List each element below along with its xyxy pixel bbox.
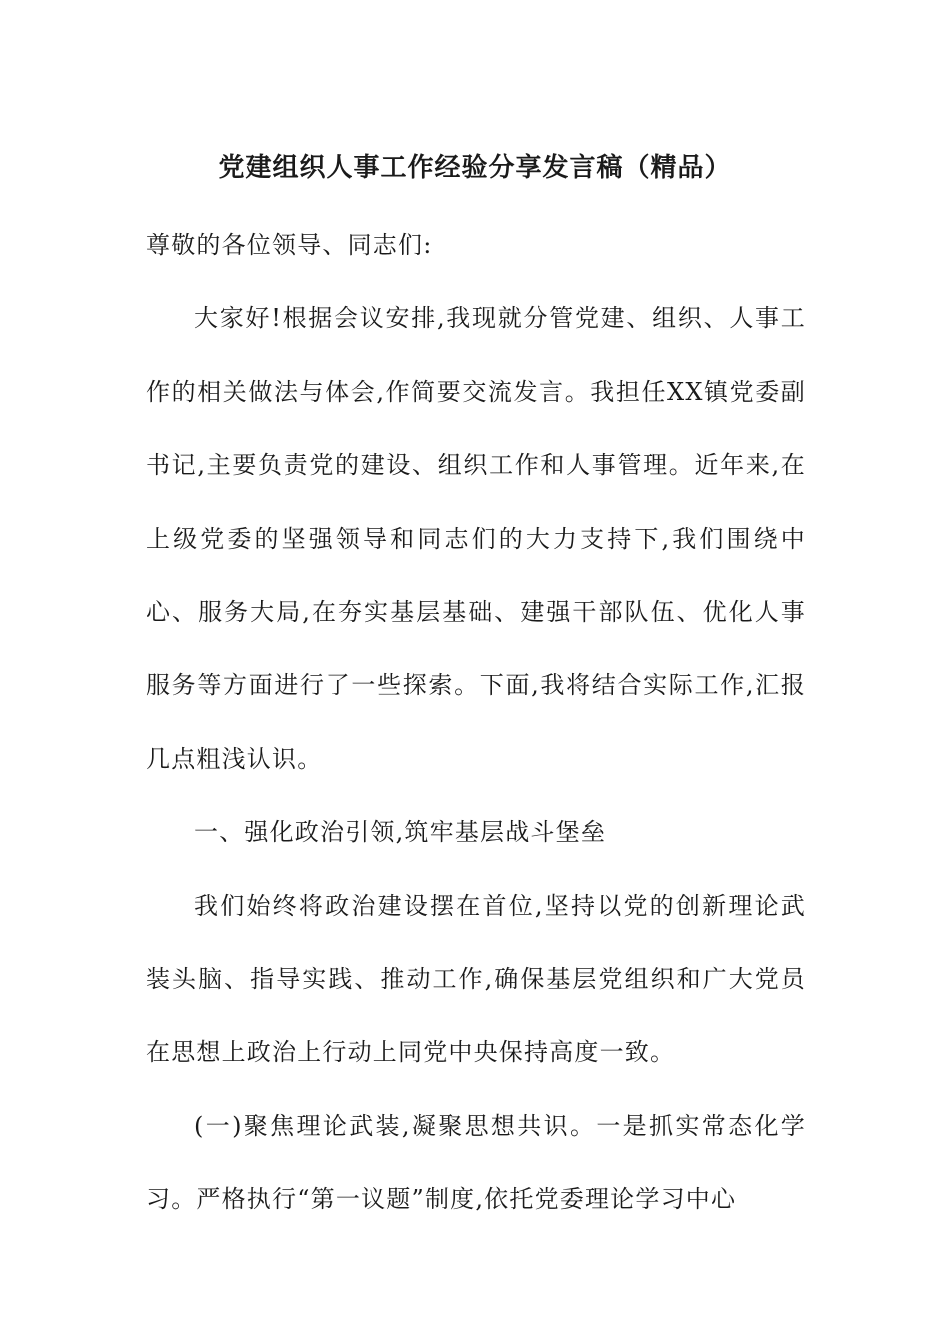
paragraph-opening: 大家好!根据会议安排,我现就分管党建、组织、人事工作的相关做法与体会,作简要交流发言。我担任XX镇党委副书记,主要负责党的建设、组织工作和人事管理。近年来,在上级党委的坚强领导和同志们的大力支持下,我们围绕中心、服务大局,在夯实基层基础、建强干部队伍、优化人事服务等方面进行了一些探索。下面,我将结合实际工作,汇报几点粗浅认识。 bbox=[146, 304, 806, 773]
section-heading: 一、强化政治引领,筑牢基层战斗堡垒 bbox=[194, 818, 607, 847]
document-body bbox=[146, 209, 806, 1237]
salutation: 尊敬的各位领导、同志们: bbox=[146, 231, 433, 259]
paragraph-section-intro: 我们始终将政治建设摆在首位,坚持以党的创新理论武装头脑、指导实践、推动工作,确保基层党组织和广大党员在思想上政治上行动上同党中央保持高度一致。 bbox=[146, 891, 806, 1067]
paragraph-subsection: (一)聚焦理论武装,凝聚思想共识。一是抓实常态化学习。严格执行“第一议题”制度,依托党委理论学习中心 bbox=[146, 1111, 806, 1214]
document-title: 党建组织人事工作经验分享发言稿（精品） bbox=[218, 153, 732, 183]
